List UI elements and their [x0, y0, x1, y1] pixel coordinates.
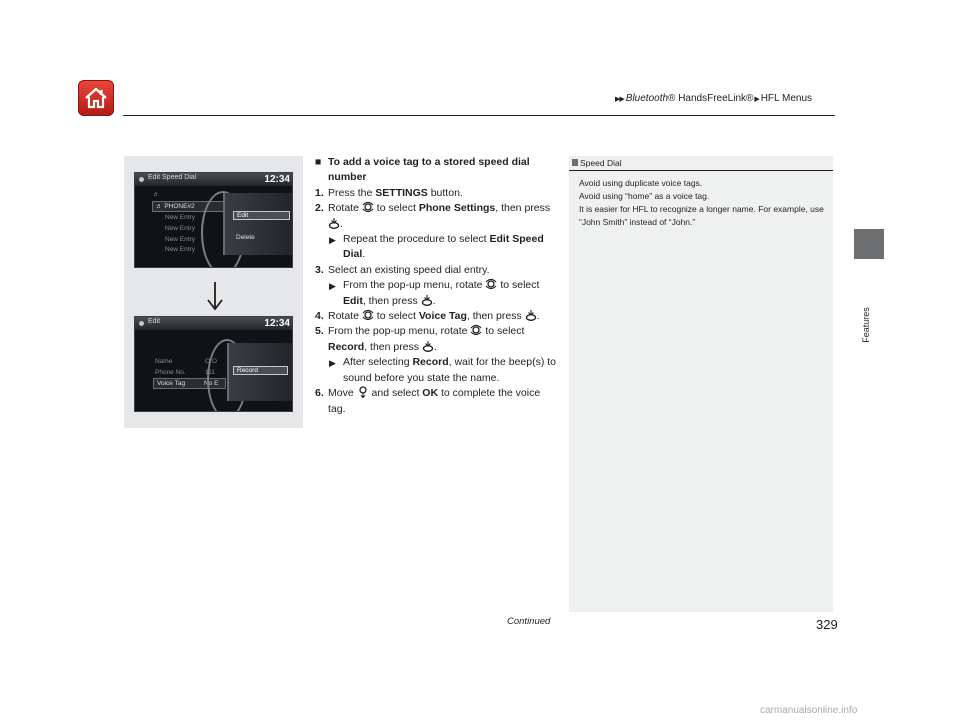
breadcrumb: [615, 93, 812, 104]
procedure-heading: ■ To add a voice tag to a stored speed dial number: [315, 156, 530, 184]
list-item: Name O O: [155, 358, 217, 365]
breadcrumb-bluetooth: Bluetooth: [625, 93, 669, 104]
press-knob-icon: [421, 294, 433, 306]
page-number: 329: [816, 617, 838, 632]
selector-knob-icon: [362, 201, 374, 213]
step-6: 6. Move and select OK to complete the voice tag.: [315, 387, 541, 415]
note-line: Avoid using “home” as a voice tag.: [579, 191, 710, 201]
press-knob-icon: [525, 309, 537, 321]
note-body: [579, 177, 829, 229]
screen-edit: [134, 316, 293, 412]
step-2: 2. Rotate to select Phone Settings, then press .: [315, 202, 551, 230]
note-marker-icon: [572, 159, 578, 166]
screen-title: Edit Speed Dial: [148, 174, 197, 181]
move-knob-icon: [357, 386, 369, 398]
menu-dot-icon: [139, 321, 144, 326]
note-line: Avoid using duplicate voice tags.: [579, 178, 703, 188]
list-item: New Entry: [165, 246, 195, 253]
note-header: [569, 156, 833, 171]
selector-knob-icon: [485, 278, 497, 290]
popup-item-edit[interactable]: Edit: [233, 211, 290, 220]
step-3-sub: ▶ From the pop-up menu, rotate to select Edit, then press .: [329, 279, 540, 307]
popup-menu: [223, 193, 293, 255]
screen-title: Edit: [148, 318, 161, 325]
note-title: Speed Dial: [580, 158, 622, 168]
menu-dot-icon: [139, 177, 144, 182]
heading-marker: ■: [315, 156, 322, 168]
step-1: 1. Press the SETTINGS button.: [315, 186, 463, 199]
breadcrumb-hfl-menus: HFL Menus: [760, 93, 813, 104]
step-5-sub: ▶ After selecting Record, wait for the beep(s) to sound before you state the name.: [329, 356, 557, 384]
breadcrumb-arrow-icon: ▶: [753, 96, 759, 103]
clock: 12:34: [264, 174, 290, 185]
list-item: New Entry: [165, 214, 195, 221]
screen-edit-speed-dial: [134, 172, 293, 268]
list-item[interactable]: Voice Tag No E: [153, 378, 226, 389]
home-icon[interactable]: [78, 80, 114, 116]
selector-knob-icon: [470, 324, 482, 336]
sub-step-arrow-icon: ▶: [329, 235, 336, 246]
step-3: 3. Select an existing speed dial entry.: [315, 263, 490, 276]
step-4: 4. Rotate to select Voice Tag, then press .: [315, 310, 540, 323]
note-line: It is easier for HFL to recognize a longer name. For example, use “John Smith” instead of “John.”: [579, 204, 824, 227]
popup-item-delete[interactable]: Delete: [236, 234, 255, 241]
section-tab: [854, 229, 884, 259]
press-knob-icon: [328, 217, 340, 229]
breadcrumb-handsfreelink: ® HandsFreeLink®: [668, 93, 754, 104]
music-note-icon: ♬: [153, 191, 160, 198]
sub-step-arrow-icon: ▶: [329, 281, 336, 292]
section-label: Features: [861, 307, 871, 343]
popup-item-record[interactable]: Record: [233, 366, 288, 375]
list-item: New Entry: [165, 225, 195, 232]
step-5: 5. From the pop-up menu, rotate to select Record, then press .: [315, 325, 525, 353]
list-item: Phone No. 111: [155, 369, 215, 376]
selector-knob-icon: [362, 309, 374, 321]
music-note-icon: ♬: [156, 203, 165, 210]
house-glyph: [83, 85, 109, 111]
list-item[interactable]: ♬ PHONE#2: [152, 201, 225, 212]
list-item: New Entry: [165, 236, 195, 243]
breadcrumb-arrow-icon: ▶▶: [615, 96, 624, 103]
watermark: carmanualsonline.info: [760, 705, 858, 716]
sub-step-arrow-icon: ▶: [329, 358, 336, 369]
instructions: [315, 155, 560, 417]
down-arrow-icon: [205, 282, 225, 312]
header-rule: [123, 115, 835, 116]
popup-menu: [227, 343, 293, 401]
continued-label: Continued: [507, 616, 551, 627]
clock: 12:34: [264, 318, 290, 329]
press-knob-icon: [422, 340, 434, 352]
step-2-sub: ▶ Repeat the procedure to select Edit Speed Dial.: [329, 233, 544, 261]
